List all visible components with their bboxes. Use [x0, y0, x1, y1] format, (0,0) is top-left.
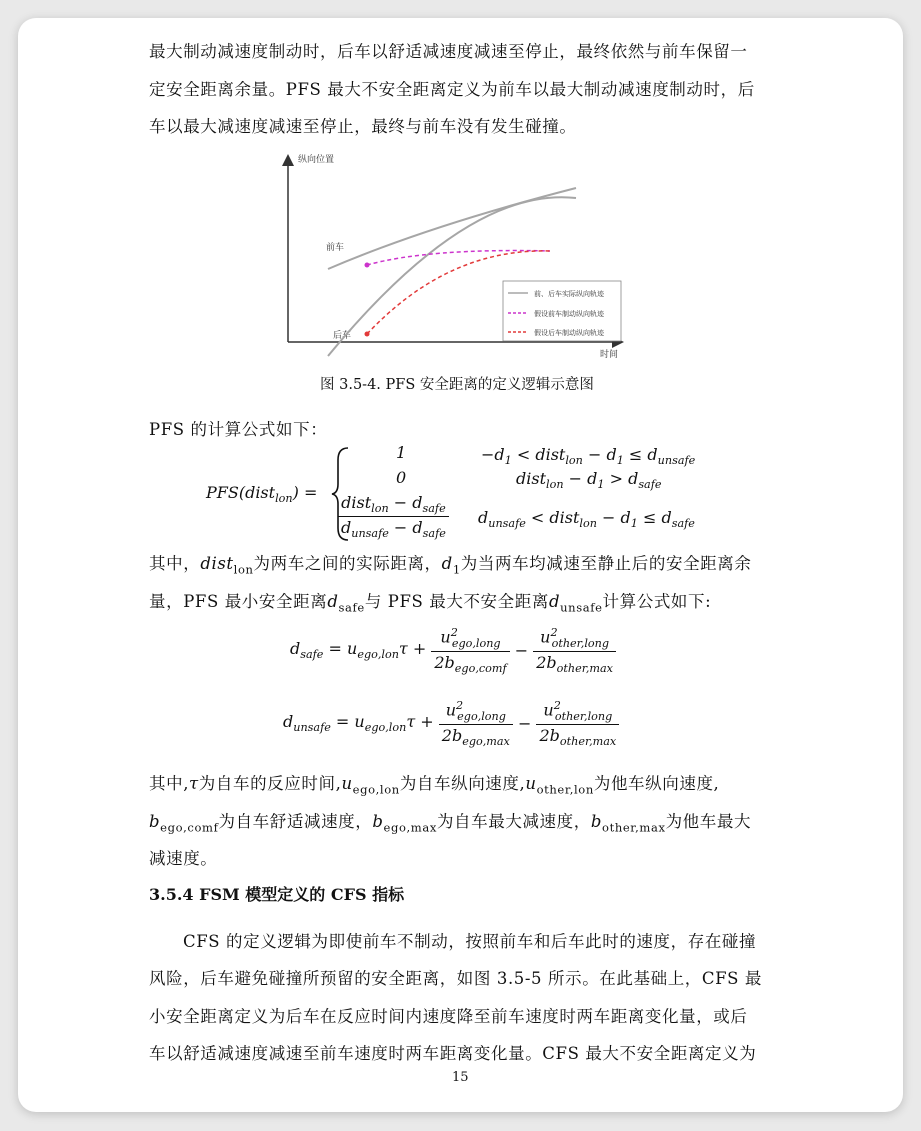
section-heading: 3.5.4 FSM 模型定义的 CFS 指标: [149, 885, 405, 904]
para3-line1: 其中,τ为自车的反应时间$,u_{ego,lon}$为自车纵向速度$,u_{other,lon}$为他车纵向速度,: [149, 774, 720, 797]
y-axis-label: 纵向位置: [298, 155, 335, 165]
para2-line1: 其中，dist$_{lon}$为两车之间的实际距离，$d_1$为当两车均减速至静止后的安全距离余: [149, 554, 752, 577]
para2-line2: 量，PFS 最小安全距离$d_{safe}$与 PFS 最大不安全距离$d_{unsafe}$计算公式如下:: [149, 592, 712, 615]
front-car-marker: [365, 263, 370, 268]
figure-caption: 图 3.5-4. PFS 安全距离的定义逻辑示意图: [320, 377, 594, 393]
legend-label-front: 假设前车制动纵向轨迹: [534, 310, 604, 318]
para3-line3: 减速度。: [149, 849, 218, 868]
page-number: 15: [452, 1070, 469, 1085]
rear-car-marker: [365, 332, 370, 337]
pfs-figure: [278, 146, 638, 366]
para1-line3: 车以最大减速度减速至停止，最终与前车没有发生碰撞。: [149, 117, 577, 136]
para1-line2: 定安全距离余量。PFS 最大不安全距离定义为前车以最大制动减速度制动时，后: [149, 80, 755, 99]
d-safe-formula: $d_{safe} = u_{ego,lon}\tau$ + $\frac{u^2_{ego,long}}{2b_{ego,comf}}$ − $\frac{u^2_{other,long}}{2b_{other,max}}$: [290, 626, 616, 675]
legend-label-actual: 前、后车实际纵向轨迹: [534, 290, 604, 298]
formula-intro: PFS 的计算公式如下：: [149, 420, 328, 439]
pfs-case2-value: 0: [396, 468, 407, 487]
front-actual-trajectory: [328, 188, 576, 269]
para4-line4: 车以舒适减速度减速至前车速度时两车距离变化量。CFS 最大不安全距离定义为: [149, 1044, 757, 1063]
legend-label-rear: 假设后车制动纵向轨迹: [534, 329, 604, 337]
para4-line3: 小安全距离定义为后车在反应时间内速度降至前车速度时两车距离变化量，或后: [149, 1007, 748, 1026]
d-unsafe-formula: $d_{unsafe} = u_{ego,lon}\tau$ + $\frac{u^2_{ego,long}}{2b_{ego,max}}$ − $\frac{u^2_{other,long}}{2b_{other,max}}$: [283, 699, 619, 748]
rear-car-label: 后车: [333, 331, 352, 341]
x-axis-label: 时间: [600, 350, 619, 360]
pfs-case2-condition: dist$_{lon}$ − $d_1 > d_{safe}$: [516, 469, 662, 492]
document-page: [18, 18, 903, 1112]
para4-line1: CFS 的定义逻辑为即使前车不制动，按照前车和后车此时的速度，存在碰撞: [183, 932, 757, 951]
front-car-label: 前车: [326, 243, 345, 253]
para1-line1: 最大制动减速度制动时，后车以舒适减速度减速至停止，最终依然与前车保留一: [149, 42, 748, 61]
pfs-formula-lhs: PFS(dist$_{lon}$) =: [206, 483, 318, 506]
pfs-case3-condition: $d_{unsafe}$ < dist$_{lon}$ − $d_1 \le d_{safe}$: [478, 508, 695, 531]
pfs-case3-fraction: $\frac{dist_{lon} - d_{safe}}{d_{unsafe} - d_{safe}}$: [338, 493, 449, 540]
para4-line2: 风险，后车避免碰撞所预留的安全距离，如图 3.5-5 所示。在此基础上，CFS 最: [149, 969, 763, 988]
front-braking-trajectory: [367, 251, 550, 265]
para3-line2: $b_{ego,comf}$为自车舒适减速度，$b_{ego,max}$为自车最大减速度，$b_{other,max}$为他车最大: [149, 812, 752, 835]
pfs-case1-value: 1: [396, 443, 407, 462]
pfs-case1-condition: $-d_1$ < dist$_{lon}$ − $d_1 \le d_{unsafe}$: [481, 445, 696, 468]
